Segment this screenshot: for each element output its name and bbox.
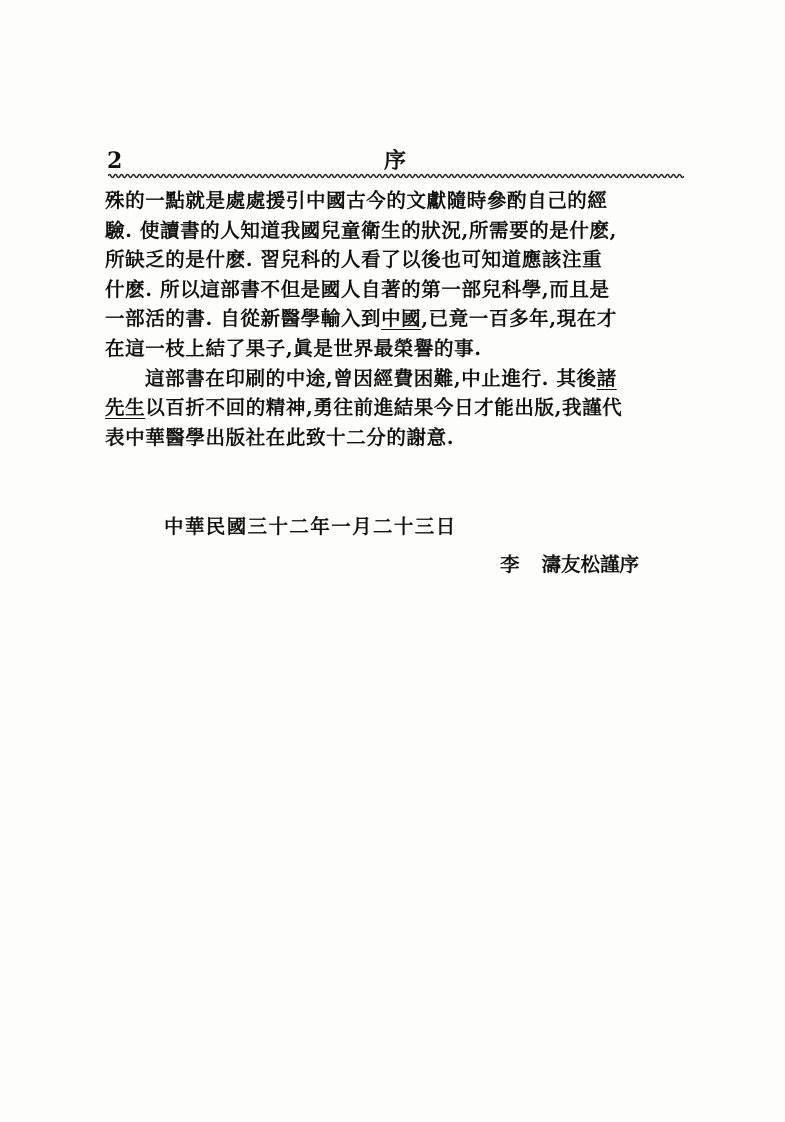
text-line (105, 304, 695, 334)
text-segment: 以百折不回的精神,勇往前進結果今日才能出版,我謹代 (145, 396, 623, 420)
text-line: 殊的一點就是處處援引中國古今的文獻隨時參酌自己的經 (105, 189, 608, 212)
signer-name: 濤友松謹序 (541, 553, 640, 576)
proper-noun-underlined: 諸 (596, 366, 617, 390)
signature-line (500, 549, 639, 577)
text-segment: 這部書在印刷的中途,曾因經費困難,中止進行. 其後 (145, 366, 597, 390)
wavy-rule (108, 172, 684, 180)
text-line: 表中華醫學出版社在此致十二分的謝意. (105, 425, 455, 449)
text-line (105, 364, 695, 394)
text-line: 在這一枝上結了果子,眞是世界最榮譽的事. (105, 336, 482, 360)
text-line: 所缺乏的是什麽. 習兒科的人看了以後也可知道應該注重 (105, 248, 603, 272)
date-line: 中華民國三十二年一月二十三日 (164, 515, 457, 538)
text-segment: 一部活的書. 自從新醫學輸入到 (105, 307, 382, 331)
text-line: 驗. 使讀書的人知道我國兒童衛生的狀況,所需要的是什麽, (105, 218, 617, 242)
text-line (105, 393, 695, 423)
signer-surname: 李 (500, 553, 520, 576)
text-segment: ,已竟一百多年,現在才 (421, 307, 617, 331)
preface-body (105, 186, 695, 452)
proper-noun-underlined: 中國 (381, 307, 422, 331)
text-line: 什麽. 所以這部書不但是國人自著的第一部兒科學,而且是 (105, 277, 610, 301)
proper-noun-underlined: 先生 (105, 396, 146, 420)
running-title: 序 (384, 148, 407, 174)
page-number: 2 (107, 148, 123, 174)
